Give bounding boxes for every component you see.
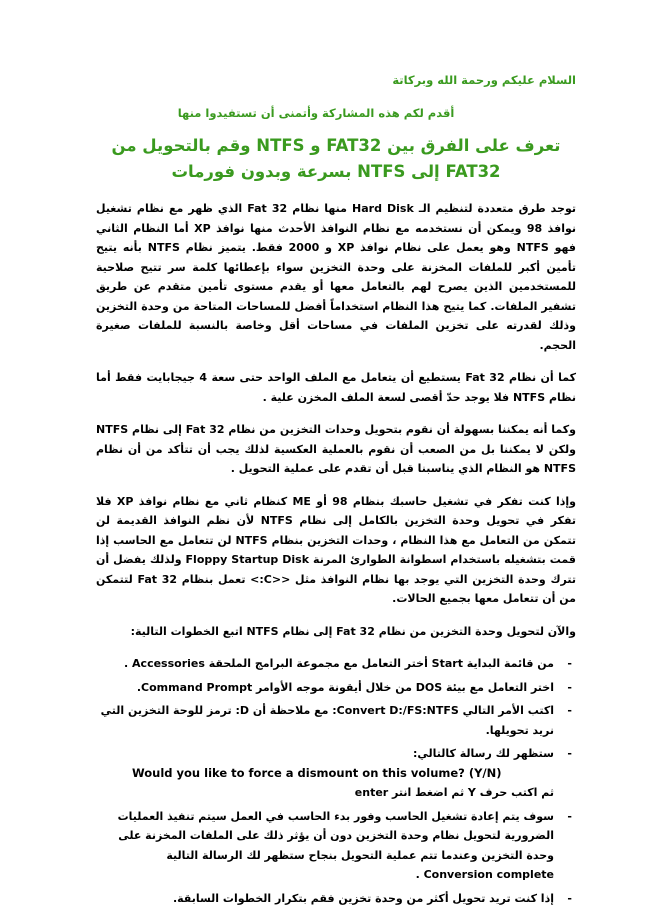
bullet-dash: - [567, 657, 572, 670]
step-text: إذا كنت تريد تحويل أكثر من وحدة تخزين فقم بتكرار الخطوات السابقة. [172, 891, 554, 905]
step-text: ستظهر لك رسالة كالتالي: [412, 747, 554, 760]
list-item [96, 678, 576, 698]
list-item [96, 654, 576, 674]
greeting-line: السلام عليكم ورحمة الله وبركاتة [392, 73, 576, 87]
paragraph-file-size: كما أن نظام Fat 32 يستطيع أن يتعامل مع الملف الواحد حتى سعة 4 جيجابايت فقط أما نظام NTFS فلا يوجد حدّ أقصى لسعة الملف المخزن علية . [96, 371, 576, 404]
bullet-dash: - [567, 704, 572, 717]
step-followup-text: ثم اكتب حرف Y ثم اضغط انتر enter [354, 786, 554, 799]
bullet-dash: - [567, 809, 572, 823]
step-text: اختر التعامل مع بيئة DOS من خلال أيقونة موجه الأوامر Command Prompt. [136, 680, 554, 694]
paragraph-steps-intro: والآن لتحويل وحدة التخزين من نظام Fat 32 إلى نظام NTFS اتبع الخطوات التالية: [130, 624, 576, 638]
paragraph-conversion: وكما أنه يمكننا بسهولة أن نقوم بتحويل وحدات التخزين من نظام Fat 32 إلى نظام NTFS ولكن لا يمكننا بل من الصعب أن نقوم بالعملية العكسية لذلك يجب أن تتأكد من أن نظام NTFS هو النظام الذي يناسبنا قبل أن تقدم على عملية التحويل . [96, 423, 576, 475]
list-item [96, 889, 576, 909]
offer-line: أقدم لكم هذه المشاركة وأتمنى أن تستفيدوا منها [177, 106, 455, 120]
step-text: من قائمة البداية Start أختر التعامل مع مجموعة البرامج الملحقة Accessories . [124, 657, 554, 670]
steps-list [96, 654, 576, 908]
dismount-prompt-message: Would you like to force a dismount on this volume? (Y/N) [132, 765, 502, 780]
step-text: سوف يتم إعادة تشغيل الحاسب وفور بدء الحاسب في العمل سيتم تنفيذ العمليات الضرورية لتحويل نظام وحدة التخزين دون أن يؤثر ذلك على الملفات المخزنة على وحدة التخزين وعندما تتم عملية التحويل بنجاح ستظهر لك الرسالة التالية Conversion complete . [117, 809, 554, 881]
list-item [96, 744, 576, 803]
bullet-dash: - [567, 680, 572, 694]
paragraph-warning: وإذا كنت تفكر في تشغيل حاسبك بنظام 98 أو ME كنظام ثاني مع نظام نوافذ XP فلا تفكر في تحويل وحدة التخزين بالكامل إلى نظام NTFS لأن نظم النوافذ القديمة لن تتمكن من التعامل مع هذا النظام ، وحدات التخزين بنظام NTFS لن تتعامل مع الحاسب إذا قمت بتشغيله باستخدام اسطوانة الطوارئ المرنة Floppy Startup Disk ولذلك يفضل أن تترك وحدة التخزين التي يوجد بها نظام النوافذ مثل <<C:> تعمل بنظام Fat 32 لتتمكن من أن تتعامل معها بجميع الحالات. [96, 494, 576, 605]
paragraph-intro: توجد طرق متعددة لتنظيم الـ Hard Disk منها نظام Fat 32 الذي ظهر مع نظام تشغيل نوافذ 98 ويمكن أن نستخدمه مع نظام النوافذ الأحدث منها نوافذ XP أما النظام الثاني فهو NTFS وهو يعمل على نظام نوافذ XP و 2000 فقط. يتميز نظام NTFS بأنه يتيح تأمين أكبر للملفات المخزنة على وحدة التخزين سواء بإعطائها كلمة سر تتيح صلاحية للمستخدمين الذين يصرح لهم بالتعامل معها أو يقدم مستوى تأمين متقدم عن طريق تشفير الملفات. كما يتيح هذا النظام استخداماً أفضل للمساحات المتاحة من وحدة التخزين وذلك لقدرته على تخزين الملفات في مساحات أقل وخاصة بالنسبة للملفات صغيرة الحجم. [96, 202, 576, 352]
list-item [96, 807, 576, 885]
bullet-dash: - [567, 747, 572, 760]
step-text: اكتب الأمر التالي Convert D:/FS:NTFS: مع ملاحظة أن D: ترمز للوحة التخزين التي نريد تحويلها. [100, 704, 554, 737]
list-item [96, 701, 576, 740]
bullet-dash: - [567, 891, 572, 905]
article-title: تعرف على الفرق بين FAT32 و NTFS وقم بالتحويل من FAT32 إلى NTFS بسرعة وبدون فورمات [111, 136, 561, 181]
